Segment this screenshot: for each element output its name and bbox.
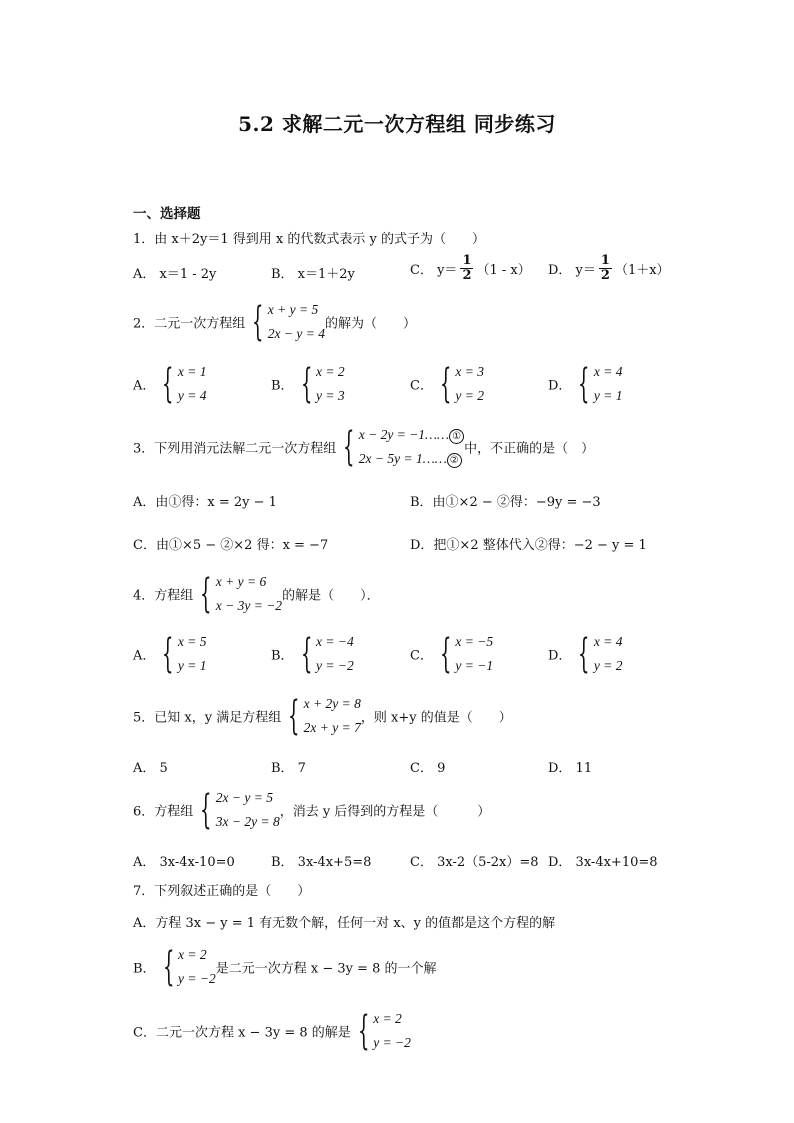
q1-c-post: （1 - x） — [476, 263, 531, 278]
q7-b-x: x = 2 — [178, 947, 207, 962]
question-3-stem — [133, 423, 594, 471]
q6-line2: 3x − 2y = 8 — [215, 814, 280, 829]
q4-option-b: B． { x = −4 y = −2 — [271, 631, 354, 677]
q2-a-label: A． — [133, 378, 156, 394]
question-1-stem: 1．由 x＋2y＝1 得到用 x 的代数式表示 y 的式子为（ ） — [133, 232, 485, 247]
q4-b-label: B． — [271, 648, 294, 664]
q2-system: { x + y = 5 2x − y = 4 — [252, 299, 325, 345]
q3-line2: 2x − 5y = 1…… — [358, 451, 447, 466]
q6-line1: 2x − y = 5 — [215, 790, 273, 805]
q7-option-b: B． { x = 2 y = −2 是二元一次方程 x − 3y = 8 的一个解 — [133, 944, 437, 990]
q4-pre: 4．方程组 — [133, 588, 194, 604]
q1-d-post: （1＋x） — [614, 263, 670, 278]
q2-c-y: y = 2 — [455, 388, 485, 403]
q3-option-c: C．由①×5 − ②×2 得：x = −7 — [133, 538, 329, 553]
q7-b-y: y = −2 — [178, 971, 216, 986]
q4-option-a: A． { x = 5 y = 1 — [133, 631, 207, 677]
q1-d-num: 1 — [600, 253, 610, 268]
q1-c-num: 1 — [462, 253, 472, 268]
circle-1-icon: ① — [449, 429, 464, 444]
q1-option-a: A． x＝1 - 2y — [133, 267, 217, 282]
circle-2-icon: ② — [447, 453, 462, 468]
q2-option-c: C． { x = 3 y = 2 — [410, 361, 485, 407]
q5-line2: 2x + y = 7 — [303, 720, 361, 735]
question-6-stem — [133, 786, 490, 834]
q4-line1: x + y = 6 — [215, 574, 267, 589]
q2-d-x: x = 4 — [593, 364, 623, 379]
q7-c-x: x = 2 — [373, 1011, 402, 1026]
q5-line1: x + 2y = 8 — [303, 696, 361, 711]
q4-a-y: y = 1 — [177, 658, 207, 673]
q4-option-c: C． { x = −5 y = −1 — [410, 631, 494, 677]
q1-c-pre: C． y＝ — [410, 263, 458, 278]
question-4-stem — [133, 570, 380, 618]
q2-c-label: C． — [410, 378, 433, 394]
q1-option-b: B． x＝1＋2y — [271, 267, 355, 282]
q4-a-label: A． — [133, 648, 156, 664]
question-7-stem: 7．下列叙述正确的是（ ） — [133, 884, 311, 899]
q6-option-a: A． 3x-4x-10=0 — [133, 855, 235, 870]
section-heading: 一、选择题 — [133, 206, 201, 222]
q5-system: { x + 2y = 8 2x + y = 7 — [288, 693, 361, 739]
q3-post: 中，不正确的是（ ） — [464, 441, 595, 457]
q7-c-pre: C．二元一次方程 x − 3y = 8 的解是 — [133, 1025, 351, 1041]
q2-pre: 2．二元一次方程组 — [133, 316, 246, 332]
q4-a-x: x = 5 — [177, 634, 207, 649]
question-5-stem — [133, 692, 512, 740]
q1-d-fraction — [599, 254, 612, 283]
q4-c-y: y = −1 — [455, 658, 494, 673]
q1-option-c — [410, 254, 531, 283]
q2-option-d: D． { x = 4 y = 1 — [548, 361, 623, 407]
q3-option-b: B．由①×2 − ②得：−9y = −3 — [410, 495, 601, 510]
q7-b-label: B． — [133, 961, 156, 977]
q4-c-label: C． — [410, 648, 433, 664]
q1-d-pre: D． y＝ — [548, 263, 596, 278]
q2-line1: x + y = 5 — [267, 302, 319, 317]
q4-line2: x − 3y = −2 — [215, 598, 283, 613]
q5-option-d: D． 11 — [548, 761, 593, 776]
q2-option-b: B． { x = 2 y = 3 — [271, 361, 345, 407]
q7-option-a: A．方程 3x − y = 1 有无数个解，任何一对 x、y 的值都是这个方程的解 — [133, 916, 556, 931]
question-2-stem — [133, 298, 416, 346]
q1-c-fraction — [460, 254, 473, 283]
q3-option-d: D．把①×2 整体代入②得：−2 − y = 1 — [410, 538, 647, 553]
q2-d-y: y = 1 — [593, 388, 623, 403]
q2-post: 的解为（ ） — [324, 316, 416, 332]
q4-b-y: y = −2 — [316, 658, 354, 673]
q2-line2: 2x − y = 4 — [267, 326, 325, 341]
q2-d-label: D． — [548, 378, 572, 394]
q2-c-x: x = 3 — [455, 364, 485, 379]
q7-c-y: y = −2 — [373, 1035, 411, 1050]
q4-option-d: D． { x = 4 y = 2 — [548, 631, 623, 677]
q6-post: ，消去 y 后得到的方程是（ ） — [279, 804, 491, 820]
q4-c-x: x = −5 — [455, 634, 494, 649]
q5-post: ，则 x+y 的值是（ ） — [360, 710, 512, 726]
q1-c-den: 2 — [462, 268, 472, 283]
q4-system: { x + y = 6 x − 3y = −2 — [200, 571, 283, 617]
q6-option-d: D． 3x-4x+10=8 — [548, 855, 658, 870]
q2-option-a: A． { x = 1 y = 4 — [133, 361, 207, 407]
q4-b-x: x = −4 — [316, 634, 354, 649]
q1-d-den: 2 — [600, 268, 610, 283]
q5-option-a: A． 5 — [133, 761, 168, 776]
q1-option-d — [548, 254, 670, 283]
q6-system: { 2x − y = 5 3x − 2y = 8 — [200, 787, 280, 833]
q4-post: 的解是（ ）． — [282, 588, 380, 604]
q3-system: { x − 2y = −1…… ① 2x − 5y = 1…… ② — [336, 423, 464, 471]
q5-option-c: C． 9 — [410, 761, 446, 776]
q4-d-label: D． — [548, 648, 572, 664]
q3-option-a: A．由①得：x = 2y − 1 — [133, 495, 277, 510]
q2-b-x: x = 2 — [316, 364, 345, 379]
q3-pre: 3．下列用消元法解二元一次方程组 — [133, 441, 337, 457]
q6-pre: 6．方程组 — [133, 804, 194, 820]
q7-option-c: C．二元一次方程 x − 3y = 8 的解是 { x = 2 y = −2 — [133, 1008, 411, 1054]
q2-a-x: x = 1 — [177, 364, 207, 379]
q2-b-label: B． — [271, 378, 294, 394]
q3-line1: x − 2y = −1…… — [358, 427, 450, 442]
q4-d-x: x = 4 — [593, 634, 623, 649]
q2-b-y: y = 3 — [316, 388, 345, 403]
q6-option-c: C． 3x-2（5-2x）=8 — [410, 855, 539, 870]
q6-option-b: B． 3x-4x+5=8 — [271, 855, 372, 870]
q7-b-post: 是二元一次方程 x − 3y = 8 的一个解 — [215, 961, 437, 977]
q4-d-y: y = 2 — [593, 658, 623, 673]
q2-a-y: y = 4 — [177, 388, 207, 403]
q5-pre: 5．已知 x，y 满足方程组 — [133, 710, 282, 726]
q5-option-b: B． 7 — [271, 761, 306, 776]
page-title: 5.2 求解二元一次方程组 同步练习 — [238, 112, 556, 136]
